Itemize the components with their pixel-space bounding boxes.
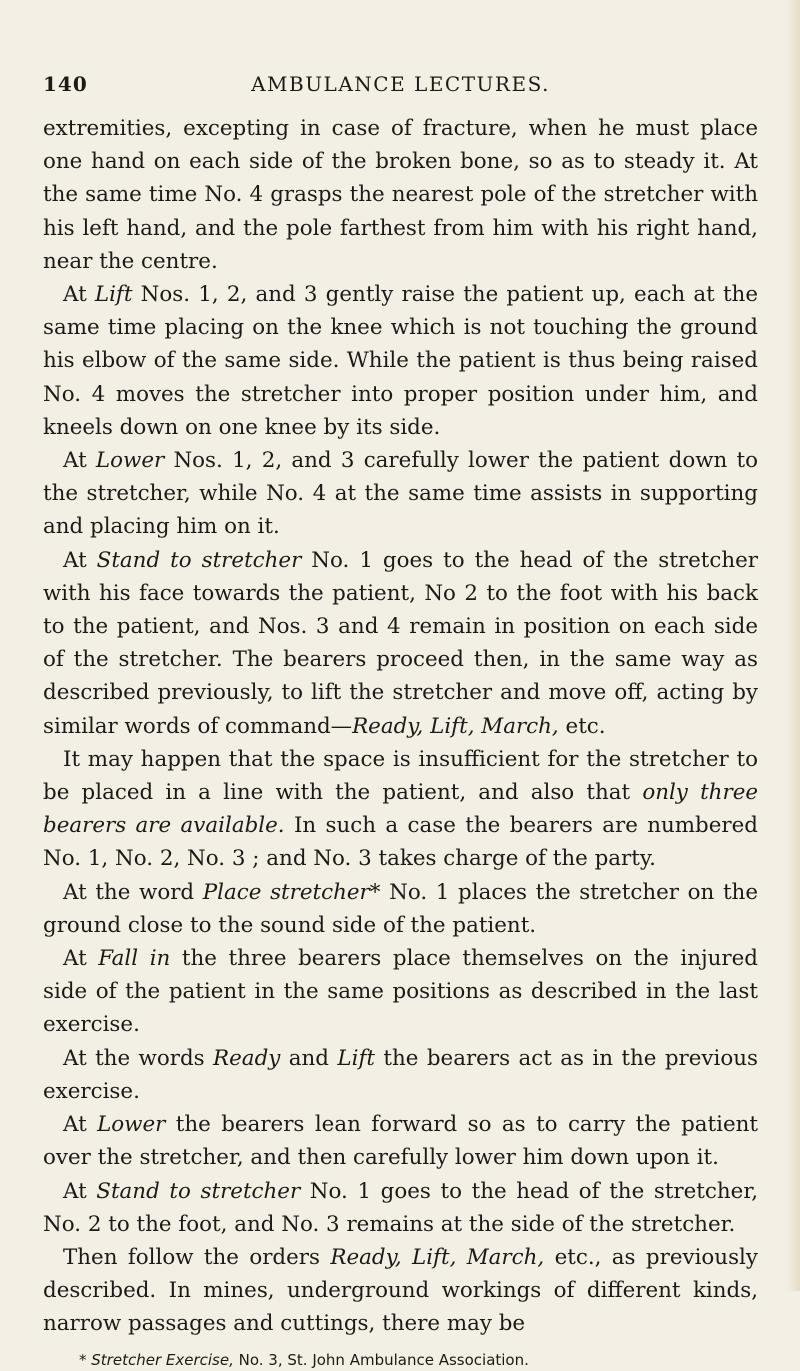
text-run: In such a case the bearers are numbered No. 1, No. 2, No. 3 ; and No. 3 takes charge of the party.	[43, 813, 758, 872]
paragraph	[43, 1108, 758, 1174]
text-run: Nos. 1, 2, and 3 gently raise the patient up, each at the same time placing on the knee which is not touching the ground his elbow of the same side. While the patient is thus being raised No. 4 moves the stretcher into proper position under him, and kneels down on one knee by its side.	[43, 282, 758, 440]
italic-run: Ready, Lift, March,	[330, 1244, 545, 1270]
text-run: extremities, excepting in case of fracture, when he must place one hand on each side of the broken bone, so as to steady it. At the same time No. 4 grasps the nearest pole of the stretcher with his left hand, and the pole farthest from him with his right hand, near the centre.	[43, 116, 758, 274]
italic-run: Lower	[95, 448, 165, 474]
text-run: At	[63, 448, 96, 474]
text-run: etc.	[558, 713, 606, 739]
footnote-title: Stretcher Exercise,	[91, 1350, 234, 1369]
italic-run: Ready, Lift, March,	[352, 713, 559, 739]
text-run: At the words	[63, 1045, 214, 1071]
body-text	[43, 112, 758, 1341]
text-run: At	[63, 946, 99, 972]
book-page	[43, 72, 758, 1371]
page-number: 140	[43, 72, 88, 96]
italic-run: only three bearers are available.	[43, 780, 759, 839]
italic-run: Place stretcher*	[202, 879, 381, 905]
text-run: and	[280, 1045, 338, 1071]
footnote	[43, 1349, 758, 1371]
text-run: Then follow the orders	[63, 1244, 331, 1270]
italic-run: Lift	[337, 1045, 375, 1071]
text-run: At	[63, 282, 95, 308]
text-run: It may happen that the space is insufficient for the stretcher to be placed in a line with the patient, and also that	[43, 746, 758, 806]
text-run: the three bearers place themselves on the injured side of the patient in the same positions as described in the last exercise.	[43, 946, 759, 1038]
italic-run: Ready	[213, 1045, 281, 1071]
text-run: etc., as previously described. In mines, underground workings of different kinds, narrow passages and cuttings, there may be	[43, 1244, 758, 1337]
paragraph	[43, 1175, 758, 1241]
text-run: No. 1 places the stretcher on the ground close to the sound side of the patient.	[43, 879, 758, 938]
text-run: At	[63, 547, 97, 573]
text-run: No. 1 goes to the head of the stretcher with his face towards the patient, No 2 to the foot with his back to the patient, and Nos. 3 and 4 remain in position on each side of the stretcher. The bearers proceed then, in the same way as described previously, to lift the stretcher and move off, acting by similar words of command—	[43, 547, 758, 739]
paragraph	[43, 278, 758, 444]
italic-run: Stand to stretcher	[96, 1178, 301, 1204]
paragraph	[43, 112, 758, 278]
text-run: the bearers lean forward so as to carry the patient over the stretcher, and then carefully lower him down upon it.	[43, 1112, 758, 1171]
italic-run: Lift	[94, 282, 133, 308]
paragraph	[43, 544, 758, 743]
paragraph	[43, 1042, 758, 1108]
page-header	[43, 72, 758, 108]
paragraph	[43, 942, 758, 1042]
text-run: the bearers act as in the previous exercise.	[43, 1045, 758, 1104]
footnote-text: No. 3, St. John Ambulance Association.	[233, 1350, 529, 1369]
text-run: At	[63, 1112, 98, 1138]
text-run: No. 1 goes to the head of the stretcher, No. 2 to the foot, and No. 3 remains at the side of the stretcher.	[43, 1178, 758, 1237]
running-head: AMBULANCE LECTURES.	[251, 72, 550, 96]
text-run: At	[63, 1178, 97, 1204]
paragraph	[43, 444, 758, 544]
paragraph	[43, 743, 758, 876]
italic-run: Stand to stretcher	[96, 547, 302, 573]
paragraph	[43, 876, 758, 942]
text-run: Nos. 1, 2, and 3 carefully lower the patient down to the stretcher, while No. 4 at the same time assists in supporting and placing him on it.	[43, 448, 758, 540]
page-edge-shadow	[786, 0, 800, 1291]
italic-run: Fall in	[98, 946, 171, 972]
italic-run: Lower	[97, 1112, 166, 1138]
text-run: At the word	[63, 879, 203, 905]
footnote-marker: *	[79, 1350, 87, 1369]
